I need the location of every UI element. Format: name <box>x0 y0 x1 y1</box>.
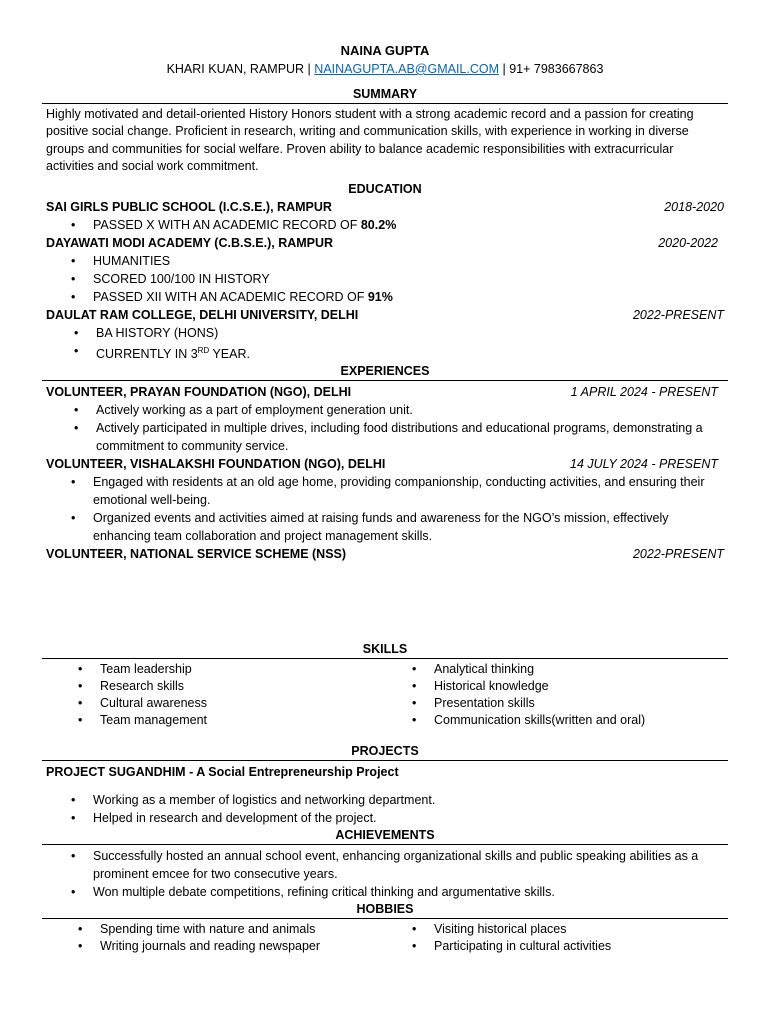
project-name: PROJECT SUGANDHIM - A Social Entrepreneurship Project <box>46 765 399 780</box>
date-range: 2020-2022 <box>658 236 718 250</box>
phone: | 91+ 7983667863 <box>502 62 604 76</box>
list-item: • Successfully hosted an annual school event, enhancing organizational skills and public speaking abilities as a prominent emcee for two consecutive years. <box>93 847 724 883</box>
list-item: • Team leadership <box>100 661 390 678</box>
school-name: DAULAT RAM COLLEGE, DELHI UNIVERSITY, DELHI <box>46 308 359 322</box>
section-heading-achievements: ACHIEVEMENTS <box>42 827 728 845</box>
section-heading-projects: PROJECTS <box>42 743 728 761</box>
education-bullets <box>46 324 724 363</box>
experience-entry-header <box>46 383 724 401</box>
list-item: • SCORED 100/100 IN HISTORY <box>93 270 724 288</box>
experience-bullets <box>46 473 724 545</box>
list-item: • Research skills <box>100 678 390 695</box>
list-item: • Spending time with nature and animals <box>100 921 390 938</box>
hobbies-list-left <box>46 921 390 955</box>
project-bullets <box>46 791 724 827</box>
resume-page <box>46 42 724 955</box>
education-entry-header <box>46 198 724 216</box>
skills-columns <box>46 661 724 729</box>
contact-line <box>46 60 724 78</box>
school-name: SAI GIRLS PUBLIC SCHOOL (I.C.S.E.), RAMPUR <box>46 200 332 214</box>
candidate-name: NAINA GUPTA <box>340 43 430 58</box>
list-item: • Analytical thinking <box>434 661 724 678</box>
role-title: VOLUNTEER, PRAYAN FOUNDATION (NGO), DELHI <box>46 385 352 400</box>
list-item: • Engaged with residents at an old age home, providing companionship, conducting activities, and ensuring their emotional well-being. <box>93 473 724 509</box>
list-item: • BA HISTORY (HONS) <box>96 324 724 342</box>
list-item: • Cultural awareness <box>100 695 390 712</box>
list-item: • HUMANITIES <box>93 252 724 270</box>
list-item: • Helped in research and development of the project. <box>93 809 724 827</box>
list-item: • Historical knowledge <box>434 678 724 695</box>
section-heading-education: EDUCATION <box>348 182 422 196</box>
education-entry-header <box>46 234 724 252</box>
list-item: • CURRENTLY IN 3RD YEAR. <box>96 342 724 363</box>
education-bullets <box>46 252 724 306</box>
experience-entry-header <box>46 545 724 563</box>
date-range: 14 JULY 2024 - PRESENT <box>570 457 718 472</box>
section-heading-skills: SKILLS <box>42 641 728 659</box>
section-heading-hobbies: HOBBIES <box>42 901 728 919</box>
list-item: • Actively working as a part of employment generation unit. <box>96 401 724 419</box>
date-range: 2022-PRESENT <box>632 308 724 322</box>
list-item: • Visiting historical places <box>434 921 724 938</box>
blank-space <box>46 563 724 635</box>
list-item: • Writing journals and reading newspaper <box>100 938 390 955</box>
experience-bullets <box>46 401 724 455</box>
date-range: 1 APRIL 2024 - PRESENT <box>570 385 718 400</box>
experience-entry-header <box>46 455 724 473</box>
list-item: • Won multiple debate competitions, refining critical thinking and argumentative skills. <box>93 883 724 901</box>
education-bullets <box>46 216 724 234</box>
hobbies-list-right <box>390 921 724 955</box>
skills-list-right <box>390 661 724 729</box>
list-item: • PASSED X WITH AN ACADEMIC RECORD OF 80.2% <box>93 216 724 234</box>
list-item: • Working as a member of logistics and networking department. <box>93 791 724 809</box>
achievement-bullets <box>46 847 724 901</box>
summary-text: Highly motivated and detail-oriented History Honors student with a strong academic record and a passion for creating positive social change. Proficient in research, writing and communication skills, with experience in working in diverse groups and communities for social welfare. Proven ability to balance academic responsibilities with extracurricular activities and social work commitment. <box>46 107 694 173</box>
date-range: 2022-PRESENT <box>632 547 724 562</box>
list-item: • Actively participated in multiple drives, including food distributions and educational programs, demonstrating a commitment to community service. <box>96 419 724 455</box>
role-title: VOLUNTEER, NATIONAL SERVICE SCHEME (NSS) <box>46 547 347 562</box>
address: KHARI KUAN, RAMPUR | <box>166 62 311 76</box>
list-item: • Organized events and activities aimed at raising funds and awareness for the NGO’s mission, effectively enhancing team collaboration and project management skills. <box>93 509 724 545</box>
list-item: • Presentation skills <box>434 695 724 712</box>
list-item: • Communication skills(written and oral) <box>434 712 724 729</box>
email-link[interactable]: NAINAGUPTA.AB@GMAIL.COM <box>314 62 500 76</box>
date-range: 2018-2020 <box>664 200 724 214</box>
list-item: • Team management <box>100 712 390 729</box>
list-item: • PASSED XII WITH AN ACADEMIC RECORD OF 91% <box>93 288 724 306</box>
school-name: DAYAWATI MODI ACADEMY (C.B.S.E.), RAMPUR <box>46 236 334 250</box>
hobbies-columns <box>46 921 724 955</box>
section-heading-experiences: EXPERIENCES <box>42 363 728 381</box>
list-item: • Participating in cultural activities <box>434 938 724 955</box>
role-title: VOLUNTEER, VISHALAKSHI FOUNDATION (NGO), DELHI <box>46 457 386 472</box>
education-entry-header <box>46 306 724 324</box>
section-heading-summary: SUMMARY <box>42 86 728 104</box>
skills-list-left <box>46 661 390 729</box>
